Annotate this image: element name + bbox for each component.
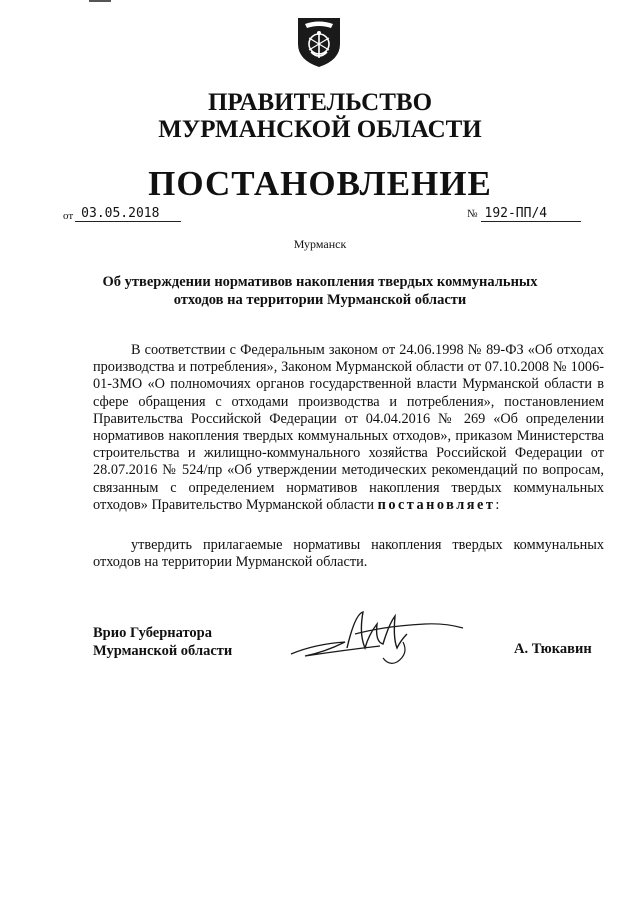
government-name-line2: МУРМАНСКОЙ ОБЛАСТИ: [158, 116, 482, 143]
preamble-paragraph: [93, 342, 604, 514]
date-row: [63, 207, 181, 222]
number-value: 192-ПП/4: [481, 207, 581, 222]
scan-artifact: [89, 0, 111, 2]
number-label: №: [467, 208, 478, 220]
government-name-line1: ПРАВИТЕЛЬСТВО: [207, 89, 433, 116]
preamble-text: В соответствии с Федеральным законом от 24.06.1998 № 89-ФЗ «Об отходах производства и потребления», Законом Мурманской области от 07.10.2008 № 1006-01-ЗМО «О полномочиях органов государственной власти Мурманской области в сфере обращения с отходами производства и потребления», постановлением Правительства Российской Федерации от 04.04.2016 № 269 «Об определении нормативов накопления твердых коммунальных отходов», приказом Министерства строительства и жилищно-коммунального хозяйства Российской Федерации от 28.07.2016 № 524/пр «Об утверждении методических рекомендаций по вопросам, связанным с определением нормативов накопления твердых коммунальных отходов» Правительство Мурманской области: [93, 342, 604, 513]
number-row: [467, 207, 581, 222]
signatory-title: [93, 624, 232, 660]
signatory-title-line1: Врио Губернатора: [93, 625, 212, 641]
document-type: ПОСТАНОВЛЕНИЕ: [148, 164, 492, 203]
coat-of-arms-icon: [296, 14, 342, 68]
signatory-title-line2: Мурманской области: [93, 643, 233, 659]
date-label: от: [63, 210, 74, 222]
date-value: 03.05.2018: [75, 207, 181, 222]
handwritten-signature: [285, 604, 470, 668]
decree-word: постановляет: [377, 496, 496, 513]
signatory-name: А. Тюкавин: [514, 641, 592, 657]
subject-line2: отходов на территории Мурманской области: [173, 292, 467, 308]
resolution-paragraph: утвердить прилагаемые нормативы накопления твердых коммунальных отходов на территории Мурманской области.: [93, 537, 604, 571]
subject-line1: Об утверждении нормативов накопления твердых коммунальных: [102, 274, 538, 290]
decree-colon: :: [495, 496, 500, 513]
city-name: Мурманск: [293, 237, 347, 251]
document-subject: [90, 273, 550, 309]
